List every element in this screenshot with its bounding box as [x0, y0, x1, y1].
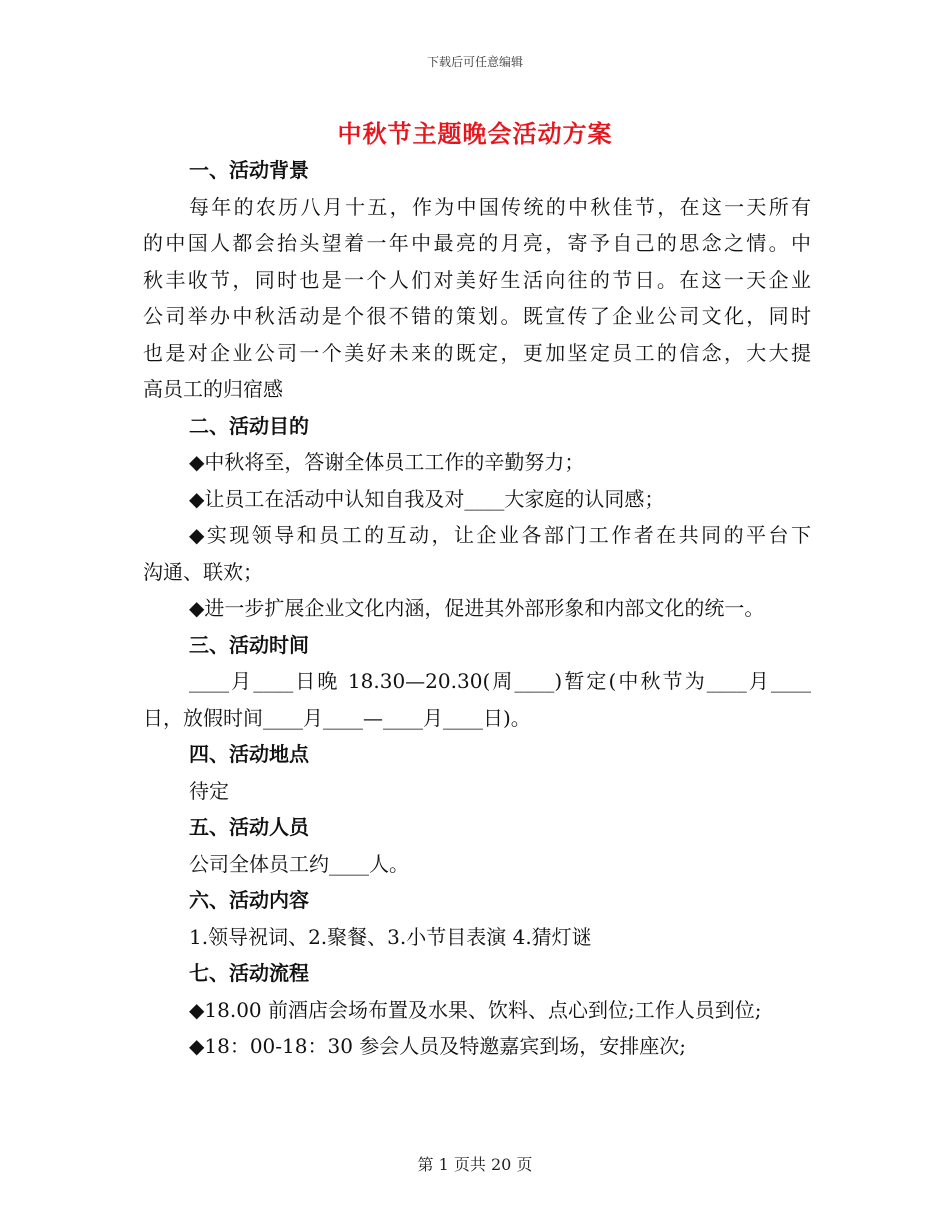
paragraph-line: 日，放假时间____月____—____月____日)。: [143, 705, 531, 730]
header-note: 下载后可任意编辑: [426, 55, 523, 69]
paragraph-line: ◆18.00 前酒店会场布置及水果、饮料、点心到位;工作人员到位;: [189, 997, 762, 1022]
paragraph-line: 高员工的归宿感: [143, 377, 283, 401]
paragraph-line: ◆让员工在活动中认知自我及对____大家庭的认同感；: [189, 486, 665, 511]
page-footer: 第 1 页共 20 页: [417, 1155, 533, 1174]
document-title: 中秋节主题晚会活动方案: [337, 119, 613, 148]
paragraph-line: 的中国人都会抬头望着一年中最亮的月亮，寄予自己的思念之情。中: [143, 231, 811, 255]
paragraph-line: 也是对企业公司一个美好未来的既定，更加坚定员工的信念，大大提: [143, 340, 811, 365]
paragraph-line: 每年的农历八月十五，作为中国传统的中秋佳节，在这一天所有: [189, 194, 811, 219]
section-heading: 四、活动地点: [189, 742, 309, 766]
paragraph-line: 秋丰收节，同时也是一个人们对美好生活向往的节日。在这一天企业: [143, 267, 811, 292]
section-heading: 一、活动背景: [189, 158, 309, 182]
paragraph-line: 待定: [189, 778, 229, 803]
paragraph-line: ◆18：00-18：30 参会人员及特邀嘉宾到场，安排座次;: [189, 1034, 687, 1058]
paragraph-line: 沟通、联欢；: [143, 559, 263, 584]
section-heading: 三、活动时间: [189, 632, 309, 657]
section-heading: 二、活动目的: [189, 413, 309, 438]
document-body: [143, 152, 811, 1065]
paragraph-line: 1.领导祝词、2.聚餐、3.小节目表演 4.猜灯谜: [189, 924, 592, 949]
paragraph-line: 公司举办中秋活动是个很不错的策划。既宣传了企业公司文化，同时: [143, 304, 811, 328]
paragraph-line: ◆进一步扩展企业文化内涵，促进其外部形象和内部文化的统一。: [189, 596, 765, 620]
paragraph-line: ____月____日晚 18.30—20.30(周____)暂定(中秋节为____月____: [189, 669, 811, 693]
section-heading: 七、活动流程: [189, 961, 309, 985]
paragraph-line: ◆实现领导和员工的互动，让企业各部门工作者在共同的平台下: [189, 523, 811, 547]
section-heading: 六、活动内容: [189, 888, 309, 912]
paragraph-line: ◆中秋将至，答谢全体员工工作的辛勤努力；: [189, 450, 585, 474]
section-heading: 五、活动人员: [189, 815, 309, 839]
paragraph-line: 公司全体员工约____人。: [189, 851, 409, 876]
